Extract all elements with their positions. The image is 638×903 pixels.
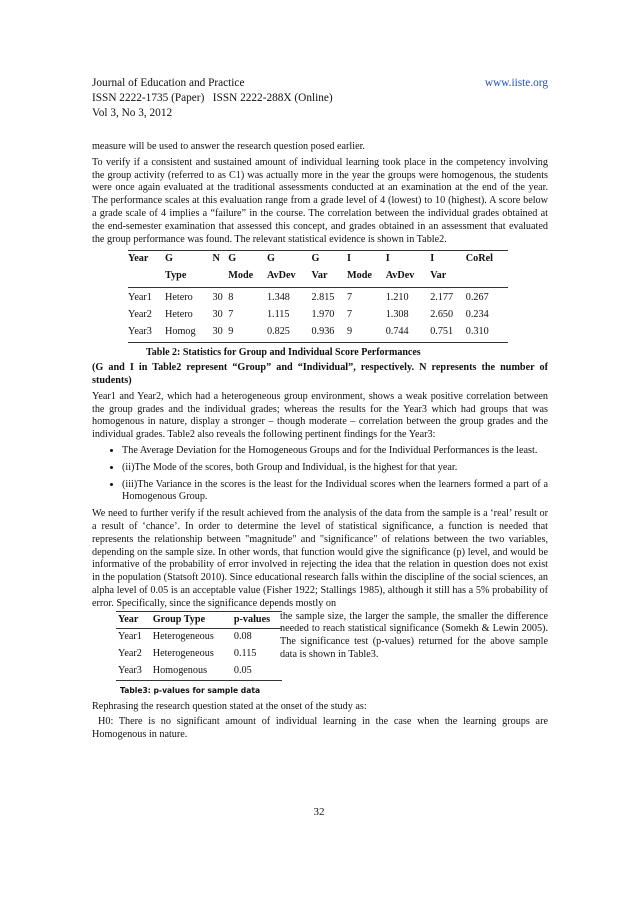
table-2-cell: 2.650 bbox=[430, 308, 454, 320]
page-number: 32 bbox=[313, 806, 325, 818]
volume-line: Vol 3, No 3, 2012 bbox=[92, 107, 173, 119]
findings-list bbox=[92, 445, 548, 504]
table-2-cell: 30 bbox=[212, 291, 223, 303]
table-2-cell: 2.177 bbox=[430, 291, 454, 303]
table-2-header-cell: I bbox=[347, 253, 351, 265]
table-2-header-cell: Year bbox=[128, 253, 149, 265]
paragraph-5: Rephrasing the research question stated at the onset of the study as: bbox=[92, 700, 367, 712]
table-row bbox=[116, 663, 282, 680]
table-2-cell: Year2 bbox=[128, 308, 152, 320]
table-2-header-cell: N bbox=[212, 253, 220, 265]
table-3-header-cell: Year bbox=[116, 611, 151, 629]
paragraph-6: H0: There is no significant amount of individual learning in the case when the learning groups are Homogenous in nature. bbox=[92, 716, 548, 741]
table-2-cell: 0.744 bbox=[385, 325, 409, 337]
table-3-box bbox=[116, 611, 286, 698]
table-2-header-cell: I bbox=[385, 253, 390, 265]
journal-title: Journal of Education and Practice bbox=[92, 77, 245, 89]
table-2-cell: 2.815 bbox=[311, 291, 335, 303]
table-3-cell: Year1 bbox=[118, 631, 142, 643]
table-2-body bbox=[128, 287, 508, 342]
table-2-cell: Hetero bbox=[165, 291, 193, 303]
table-2-header-cell: Var bbox=[430, 268, 466, 287]
table-2-header-cell: Mode bbox=[347, 268, 386, 287]
table-2-header-cell: G bbox=[165, 253, 173, 265]
table-2-cell: 7 bbox=[347, 291, 353, 303]
table-3-cell: 0.115 bbox=[233, 648, 257, 660]
table-2-header-cell: I bbox=[430, 253, 435, 265]
table-2-cell: 0.825 bbox=[266, 325, 290, 337]
paragraph-3: Year1 and Year2, which had a heterogeneous group environment, shows a weak positive correlation between the group grades and the individual grades; whereas the results for the Year3 which had groups that was homogenous in nature, display a stronger – though moderate – correlation between the group grades and the individual grades. Table2 also reveals the following pertinent findings for the Year3: bbox=[92, 390, 548, 441]
table-2-header-cell bbox=[128, 268, 165, 287]
table-2-header-cell: G bbox=[311, 253, 320, 265]
table-row bbox=[116, 646, 282, 663]
table-3-cell: Year2 bbox=[118, 648, 142, 660]
table-2-cell: 0.267 bbox=[465, 291, 489, 303]
table-2-header-cell: G bbox=[228, 253, 237, 265]
table-2-cell: 1.308 bbox=[385, 308, 409, 320]
table-2-cell: 1.348 bbox=[266, 291, 290, 303]
table-2-header-cell: AvDev bbox=[267, 268, 312, 287]
table-2-cell: 0.234 bbox=[465, 308, 489, 320]
table-2-header-cell: Var bbox=[311, 268, 347, 287]
journal-url-link[interactable]: www.iiste.org bbox=[484, 77, 548, 89]
table-row bbox=[128, 307, 508, 324]
table-2-header-row-2 bbox=[128, 268, 508, 287]
table-2-cell: Homog bbox=[165, 325, 196, 337]
table-2-header-cell bbox=[466, 268, 508, 287]
table-2-cell: 8 bbox=[228, 291, 234, 303]
table-2-cell: Year1 bbox=[128, 291, 152, 303]
table-3-cell: Heterogeneous bbox=[152, 631, 214, 643]
table-2-cell: 1.210 bbox=[385, 291, 409, 303]
table-row bbox=[128, 287, 508, 306]
table-2-header-cell bbox=[212, 268, 228, 287]
table-2-cell: 9 bbox=[347, 325, 353, 337]
table-2-cell: 30 bbox=[212, 308, 223, 320]
table-2-cell: 1.970 bbox=[311, 308, 335, 320]
table-3-body bbox=[116, 629, 282, 680]
table-2-cell: 0.751 bbox=[430, 325, 454, 337]
paragraph-1: measure will be used to answer the research question posed earlier. bbox=[92, 141, 365, 152]
table-2-cell: Hetero bbox=[165, 308, 193, 320]
table-3-header-cell: p-values bbox=[232, 611, 282, 629]
table-2-cell: 0.936 bbox=[311, 325, 335, 337]
table-2-header-cell: CoRel bbox=[465, 253, 493, 265]
table-3-cell: 0.08 bbox=[233, 631, 252, 643]
table-row bbox=[116, 629, 282, 646]
table-3-cell: 0.05 bbox=[233, 664, 252, 676]
paragraph-4-a: We need to further verify if the result achieved from the analysis of the data from the sample is a ‘real’ result or a result of ‘chance’. In order to determine the level of statistical significance, a function is needed that represents the relationship between "magnitude" and "significance" of relations between the two variables, depending on the sample size. In other words, that function would give the significance (p) level, and would be informative of the probability of error involved in rejecting the idea that the relation in question does not exist in the population (Statsoft 2010). Since educational research falls within the discipline of the social sciences, an alpha level of 0.05 is an acceptable value (Fisher 1922; Stallings 1985), although it still has a 5% probability of error. Specifically, since the significance depends mostly on bbox=[92, 508, 548, 609]
table-2-header-cell: G bbox=[266, 253, 275, 265]
table-2-header-cell: Type bbox=[165, 268, 212, 287]
table-2-header-cell: AvDev bbox=[386, 268, 431, 287]
table-3-header-row bbox=[116, 611, 282, 629]
table-2-cell: 7 bbox=[347, 308, 353, 320]
table-2-note: (G and I in Table2 represent “Group” and “Individual”, respectively. N represents the number of students) bbox=[92, 362, 548, 386]
table-3-wrap bbox=[92, 611, 548, 697]
table-2-cell: 7 bbox=[228, 308, 234, 320]
table-2-cell: Year3 bbox=[128, 325, 152, 337]
table-2-cell: 1.115 bbox=[266, 308, 290, 320]
table-row bbox=[128, 324, 508, 343]
table-2-header-row-1 bbox=[128, 251, 508, 268]
list-item: • (iii)The Variance in the scores is the least for the Individual scores when the learners formed a part of a Homogenous Group. bbox=[122, 479, 548, 505]
article-body bbox=[92, 141, 548, 745]
list-item: • (ii)The Mode of the scores, both Group and Individual, is the highest for that year. bbox=[122, 462, 548, 475]
table-2-cell: 0.310 bbox=[465, 325, 489, 337]
table-3 bbox=[116, 611, 282, 681]
table-3-header-cell: Group Type bbox=[151, 611, 232, 629]
table-3-cell: Year3 bbox=[118, 664, 142, 676]
table-2 bbox=[128, 250, 508, 343]
table-3-cell: Heterogeneous bbox=[152, 648, 214, 660]
table-2-cell: 9 bbox=[228, 325, 234, 337]
table-2-cell: 30 bbox=[212, 325, 223, 337]
paragraph-2: To verify if a consistent and sustained amount of individual learning took place in the competency involving the group activity (referred to as C1) was actually more in the year the groups were homogenous, the students were once again evaluated at the traditional assessments conducted at an examination at the end of the year. The performance scales at this evaluation range from a grade level of 4 (lowest) to 10 (highest). A score below a grade scale of 4 implies a “failure” in the course. The correlation between the individual grades obtained at the end-semester examination that assessed this concept, and grades obtained in an assessment that evaluated the group performance was found. The relevant statistical evidence is shown in Table2. bbox=[92, 156, 548, 245]
table-3-cell: Homogenous bbox=[152, 664, 208, 676]
issn-line: ISSN 2222-1735 (Paper) ISSN 2222-288X (Online) bbox=[92, 92, 333, 104]
table-3-caption: Table3: p-values for sample data bbox=[120, 685, 261, 695]
page-header bbox=[92, 76, 548, 121]
table-2-caption: Table 2: Statistics for Group and Individual Score Performances bbox=[146, 347, 421, 359]
list-item: • The Average Deviation for the Homogeneous Groups and for the Individual Performances is the least. bbox=[122, 445, 548, 458]
table-2-header-cell: Mode bbox=[228, 268, 267, 287]
paragraph-4-b: the sample size, the larger the sample, the smaller the difference needed to reach statistical significance (Somekh & Lewin 2005). The significance test (p-values) returned for the above sample data is shown in Table3. bbox=[280, 610, 548, 660]
